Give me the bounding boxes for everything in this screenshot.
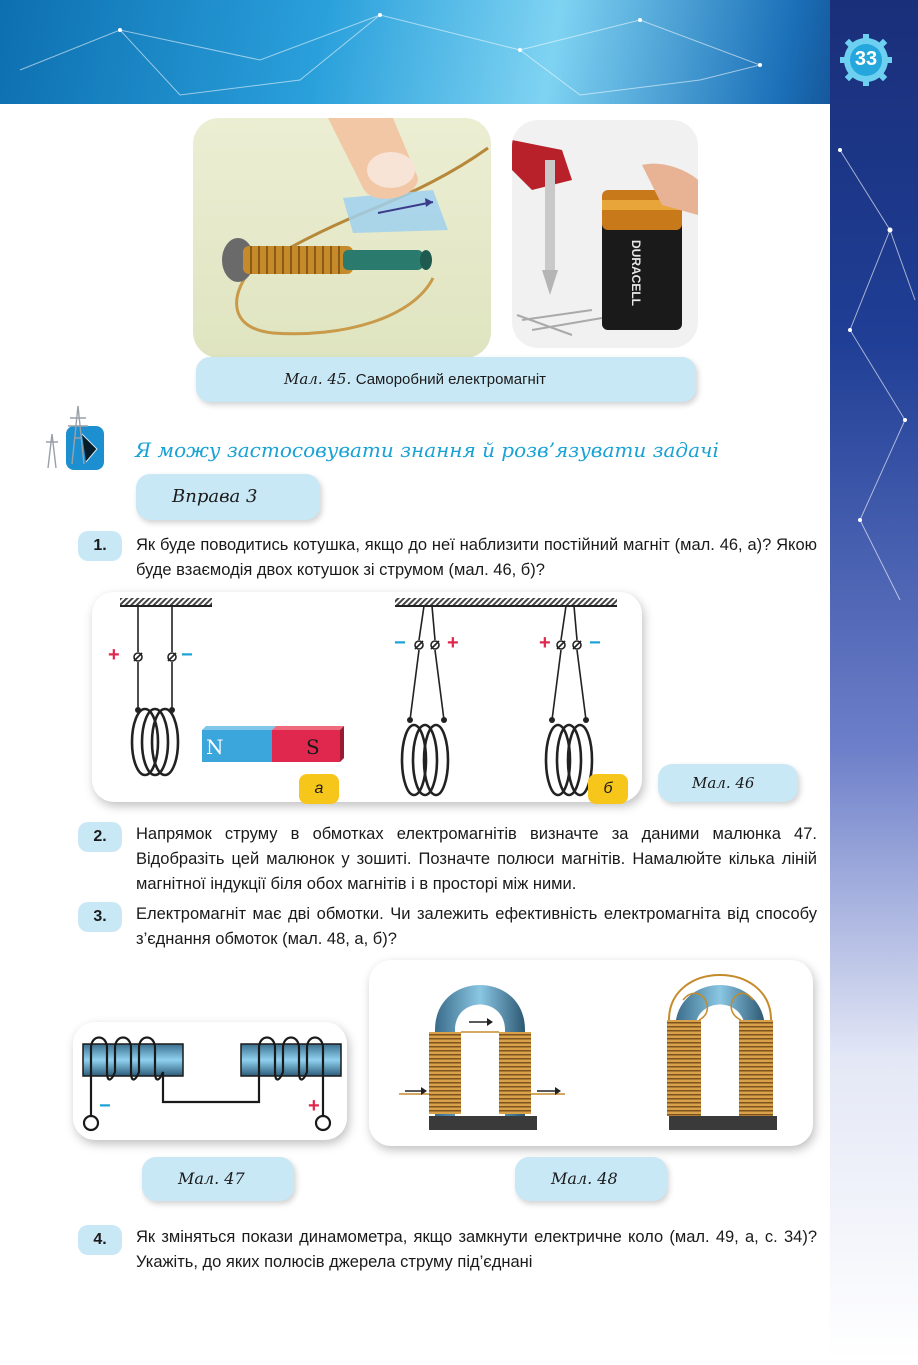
coil-on-bolt-illustration: [193, 118, 491, 358]
figure-46-label: Мал. 46: [692, 774, 755, 792]
task-1-text: Як буде поводитись котушка, якщо до неї наблизити постійний магніт (мал. 46, а)? Якою буде взаємодія двох котушок зі струмом (мал. 46, б)?: [136, 536, 817, 579]
figure-48-card: [369, 960, 813, 1146]
task-number: 1.: [78, 531, 122, 561]
power-line-icon: [42, 404, 112, 474]
section-title: Я можу застосовувати знання й розв’язувати задачі: [135, 438, 719, 462]
plus-sign: +: [108, 644, 120, 666]
figure-46-diagram: [92, 592, 642, 802]
exercise-heading: [136, 474, 320, 520]
task-number: 2.: [78, 822, 122, 852]
magnet-north-label: N: [206, 735, 224, 759]
header-banner: [0, 0, 918, 104]
plus-sign: +: [447, 632, 459, 654]
figure-47-diagram: [73, 1022, 347, 1140]
plus-sign: +: [539, 632, 551, 654]
side-banner: [830, 0, 918, 1360]
star-pattern: [830, 0, 918, 1360]
figure-46-card: [92, 592, 642, 802]
minus-sign: −: [181, 644, 193, 666]
magnet-south-label: S: [306, 735, 320, 759]
figure-47-caption: [142, 1157, 294, 1201]
plus-sign: +: [308, 1095, 320, 1117]
task-3-text: Електромагніт має дві обмотки. Чи залежить ефективність електромагніта від способу з’єднання обмоток (мал. 48, а, б)?: [136, 905, 817, 948]
task-number: 3.: [78, 902, 122, 932]
battery-photo: [512, 120, 698, 348]
figure-48-diagram: [369, 960, 813, 1146]
figure-45-label: Мал. 45.: [284, 370, 352, 388]
constellation-decoration: [0, 0, 830, 104]
task-2-text: Напрямок струму в обмотках електромагнітів визначте за даними малюнка 47. Відобразіть цей малюнок у зошиті. Позначте полюси магнітів. Намалюйте кілька ліній магнітної індукції біля обох магнітів і в просторі між ними.: [136, 825, 817, 893]
task-number: 4.: [78, 1225, 122, 1255]
figure-46-caption: [658, 764, 798, 802]
figure-45-title: Саморобний електромагніт: [355, 371, 547, 388]
exercise-label: Вправа 3: [172, 486, 258, 507]
minus-sign: −: [589, 632, 601, 654]
figure-47-card: [73, 1022, 347, 1140]
part-label-a: а: [299, 774, 339, 804]
battery-and-nail-illustration: [512, 120, 698, 348]
figure-48-caption: [515, 1157, 667, 1201]
electromagnet-photo: [193, 118, 491, 358]
page-number: 33: [854, 48, 878, 70]
battery-brand: DURACELL: [629, 240, 643, 306]
figure-48-label: Мал. 48: [551, 1169, 618, 1188]
minus-sign: −: [394, 632, 406, 654]
part-label-b: б: [588, 774, 628, 804]
figure-45-caption: [196, 357, 696, 402]
minus-sign: −: [99, 1095, 111, 1117]
figure-47-label: Мал. 47: [178, 1169, 245, 1188]
task-4-text: Як зміняться покази динамометра, якщо замкнути електричне коло (мал. 49, а, с. 34)? Укажіть, до яких полюсів джерела струму під’єднані: [136, 1228, 817, 1271]
